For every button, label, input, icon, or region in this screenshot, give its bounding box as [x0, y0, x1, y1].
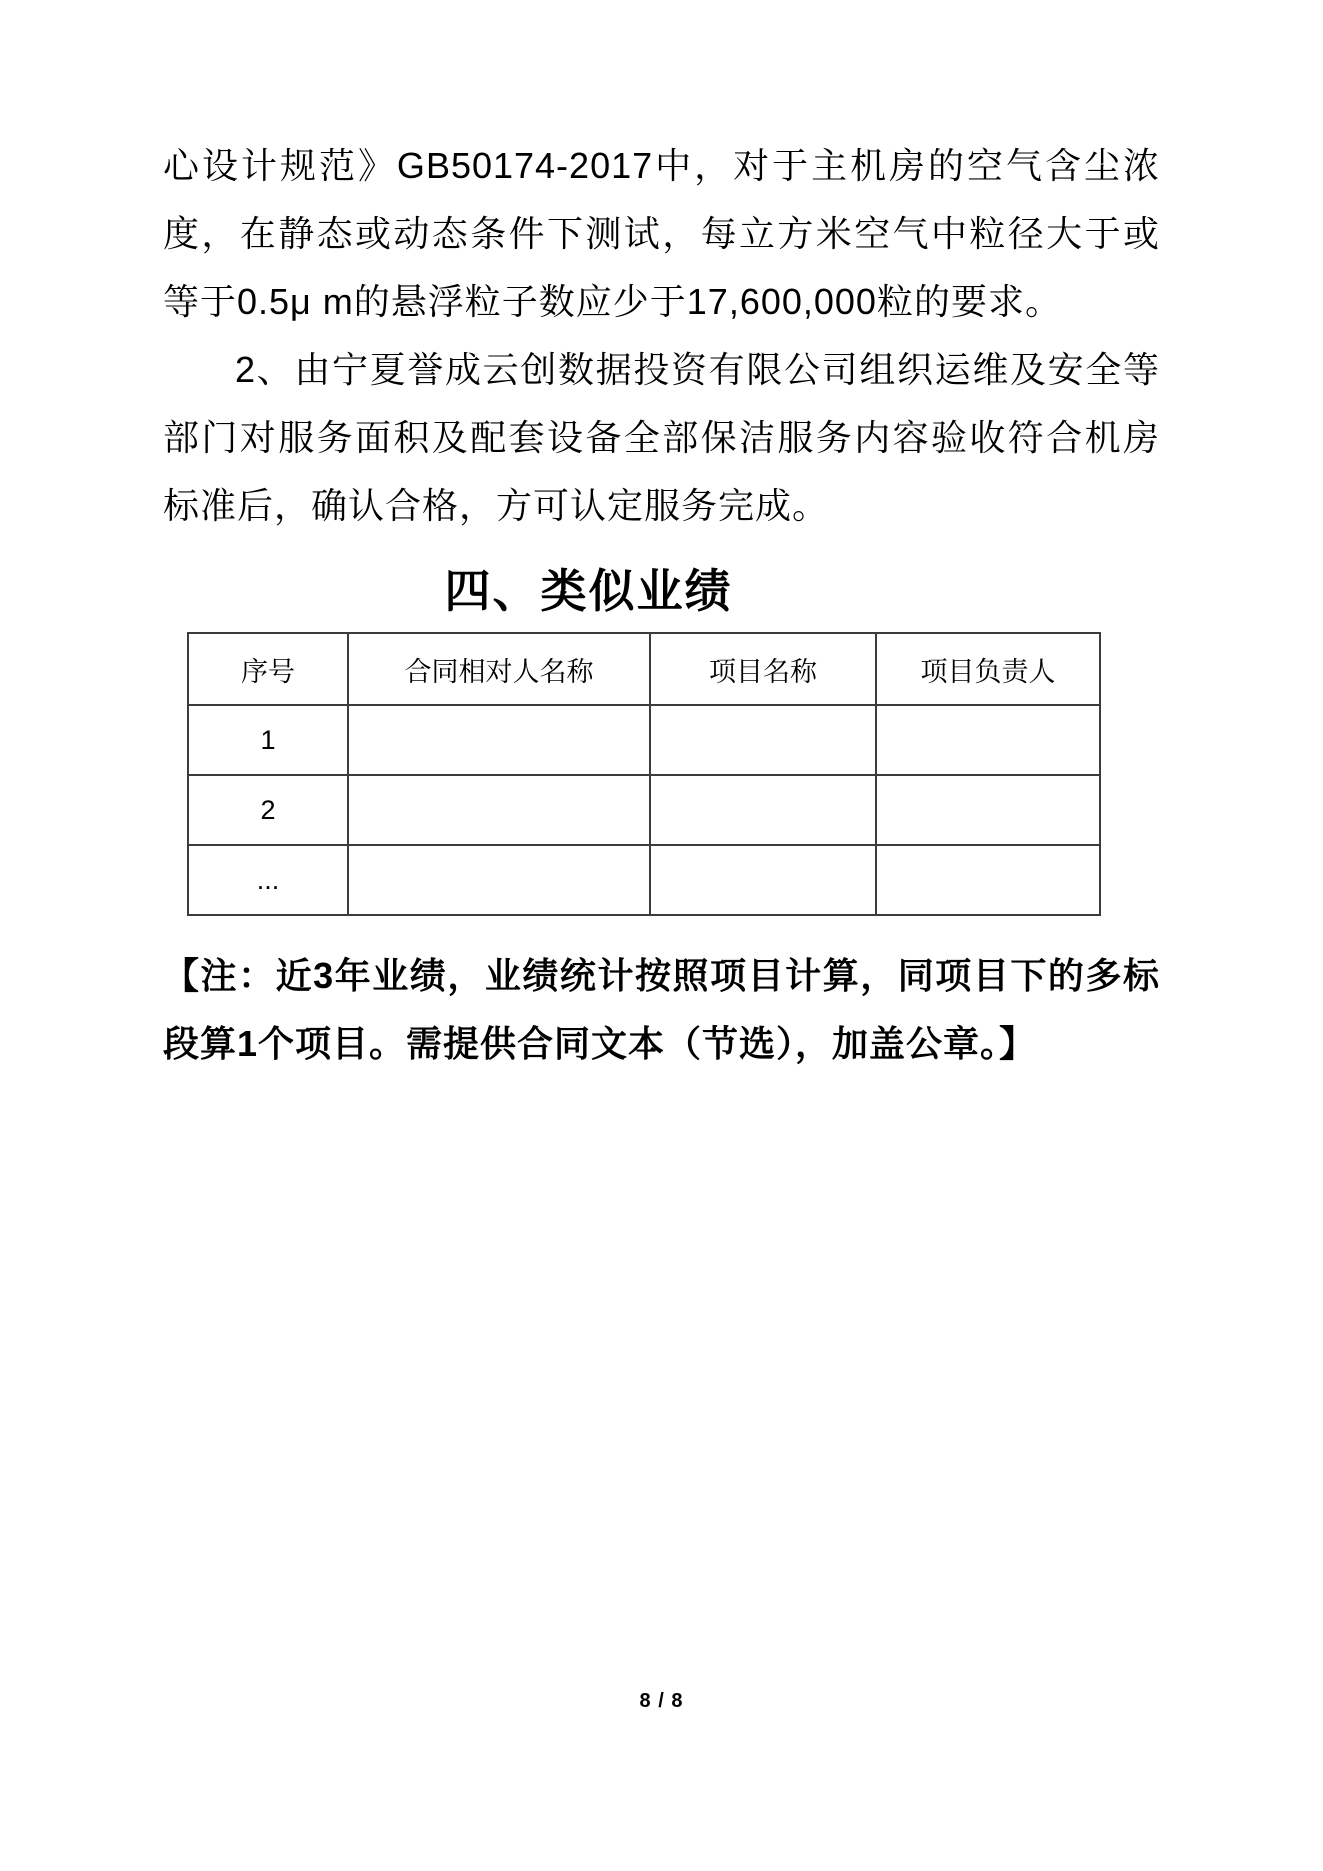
table-cell-counterparty — [348, 775, 650, 845]
table-header-project-name: 项目名称 — [650, 633, 876, 705]
table-cell-counterparty — [348, 845, 650, 915]
table-cell-leader — [876, 705, 1100, 775]
page-number: 8 / 8 — [639, 1690, 684, 1712]
table-row — [188, 775, 1100, 845]
section-heading-similar-performance: 四、类似业绩 — [444, 565, 733, 617]
table-header-row — [188, 633, 1100, 705]
table-header-project-leader: 项目负责人 — [876, 633, 1100, 705]
table-cell-leader — [876, 845, 1100, 915]
table-cell-serial: 1 — [188, 705, 348, 775]
table-cell-project — [650, 845, 876, 915]
table-cell-counterparty — [348, 705, 650, 775]
table-row — [188, 705, 1100, 775]
table-cell-leader — [876, 775, 1100, 845]
body-paragraph-acceptance-check: 2、由宁夏誉成云创数据投资有限公司组织运维及安全等部门对服务面积及配套设备全部保洁服务内容验收符合机房标准后，确认合格，方可认定服务完成。 — [163, 349, 1160, 526]
table-cell-serial: 2 — [188, 775, 348, 845]
note-paragraph: 【注：近3年业绩，业绩统计按照项目计算，同项目下的多标段算1个项目。需提供合同文本（节选），加盖公章。】 — [163, 955, 1160, 1064]
table-header-counterparty-name: 合同相对人名称 — [348, 633, 650, 705]
table-cell-serial: ... — [188, 845, 348, 915]
similar-performance-table — [187, 632, 1101, 916]
table-cell-project — [650, 705, 876, 775]
table-cell-project — [650, 775, 876, 845]
table-row — [188, 845, 1100, 915]
table-header-serial-number: 序号 — [188, 633, 348, 705]
body-paragraph-air-dust-requirement: 心设计规范》GB50174-2017中，对于主机房的空气含尘浓度，在静态或动态条件下测试，每立方米空气中粒径大于或等于0.5μ m的悬浮粒子数应少于17,600,000粒的要求。 — [163, 145, 1160, 322]
